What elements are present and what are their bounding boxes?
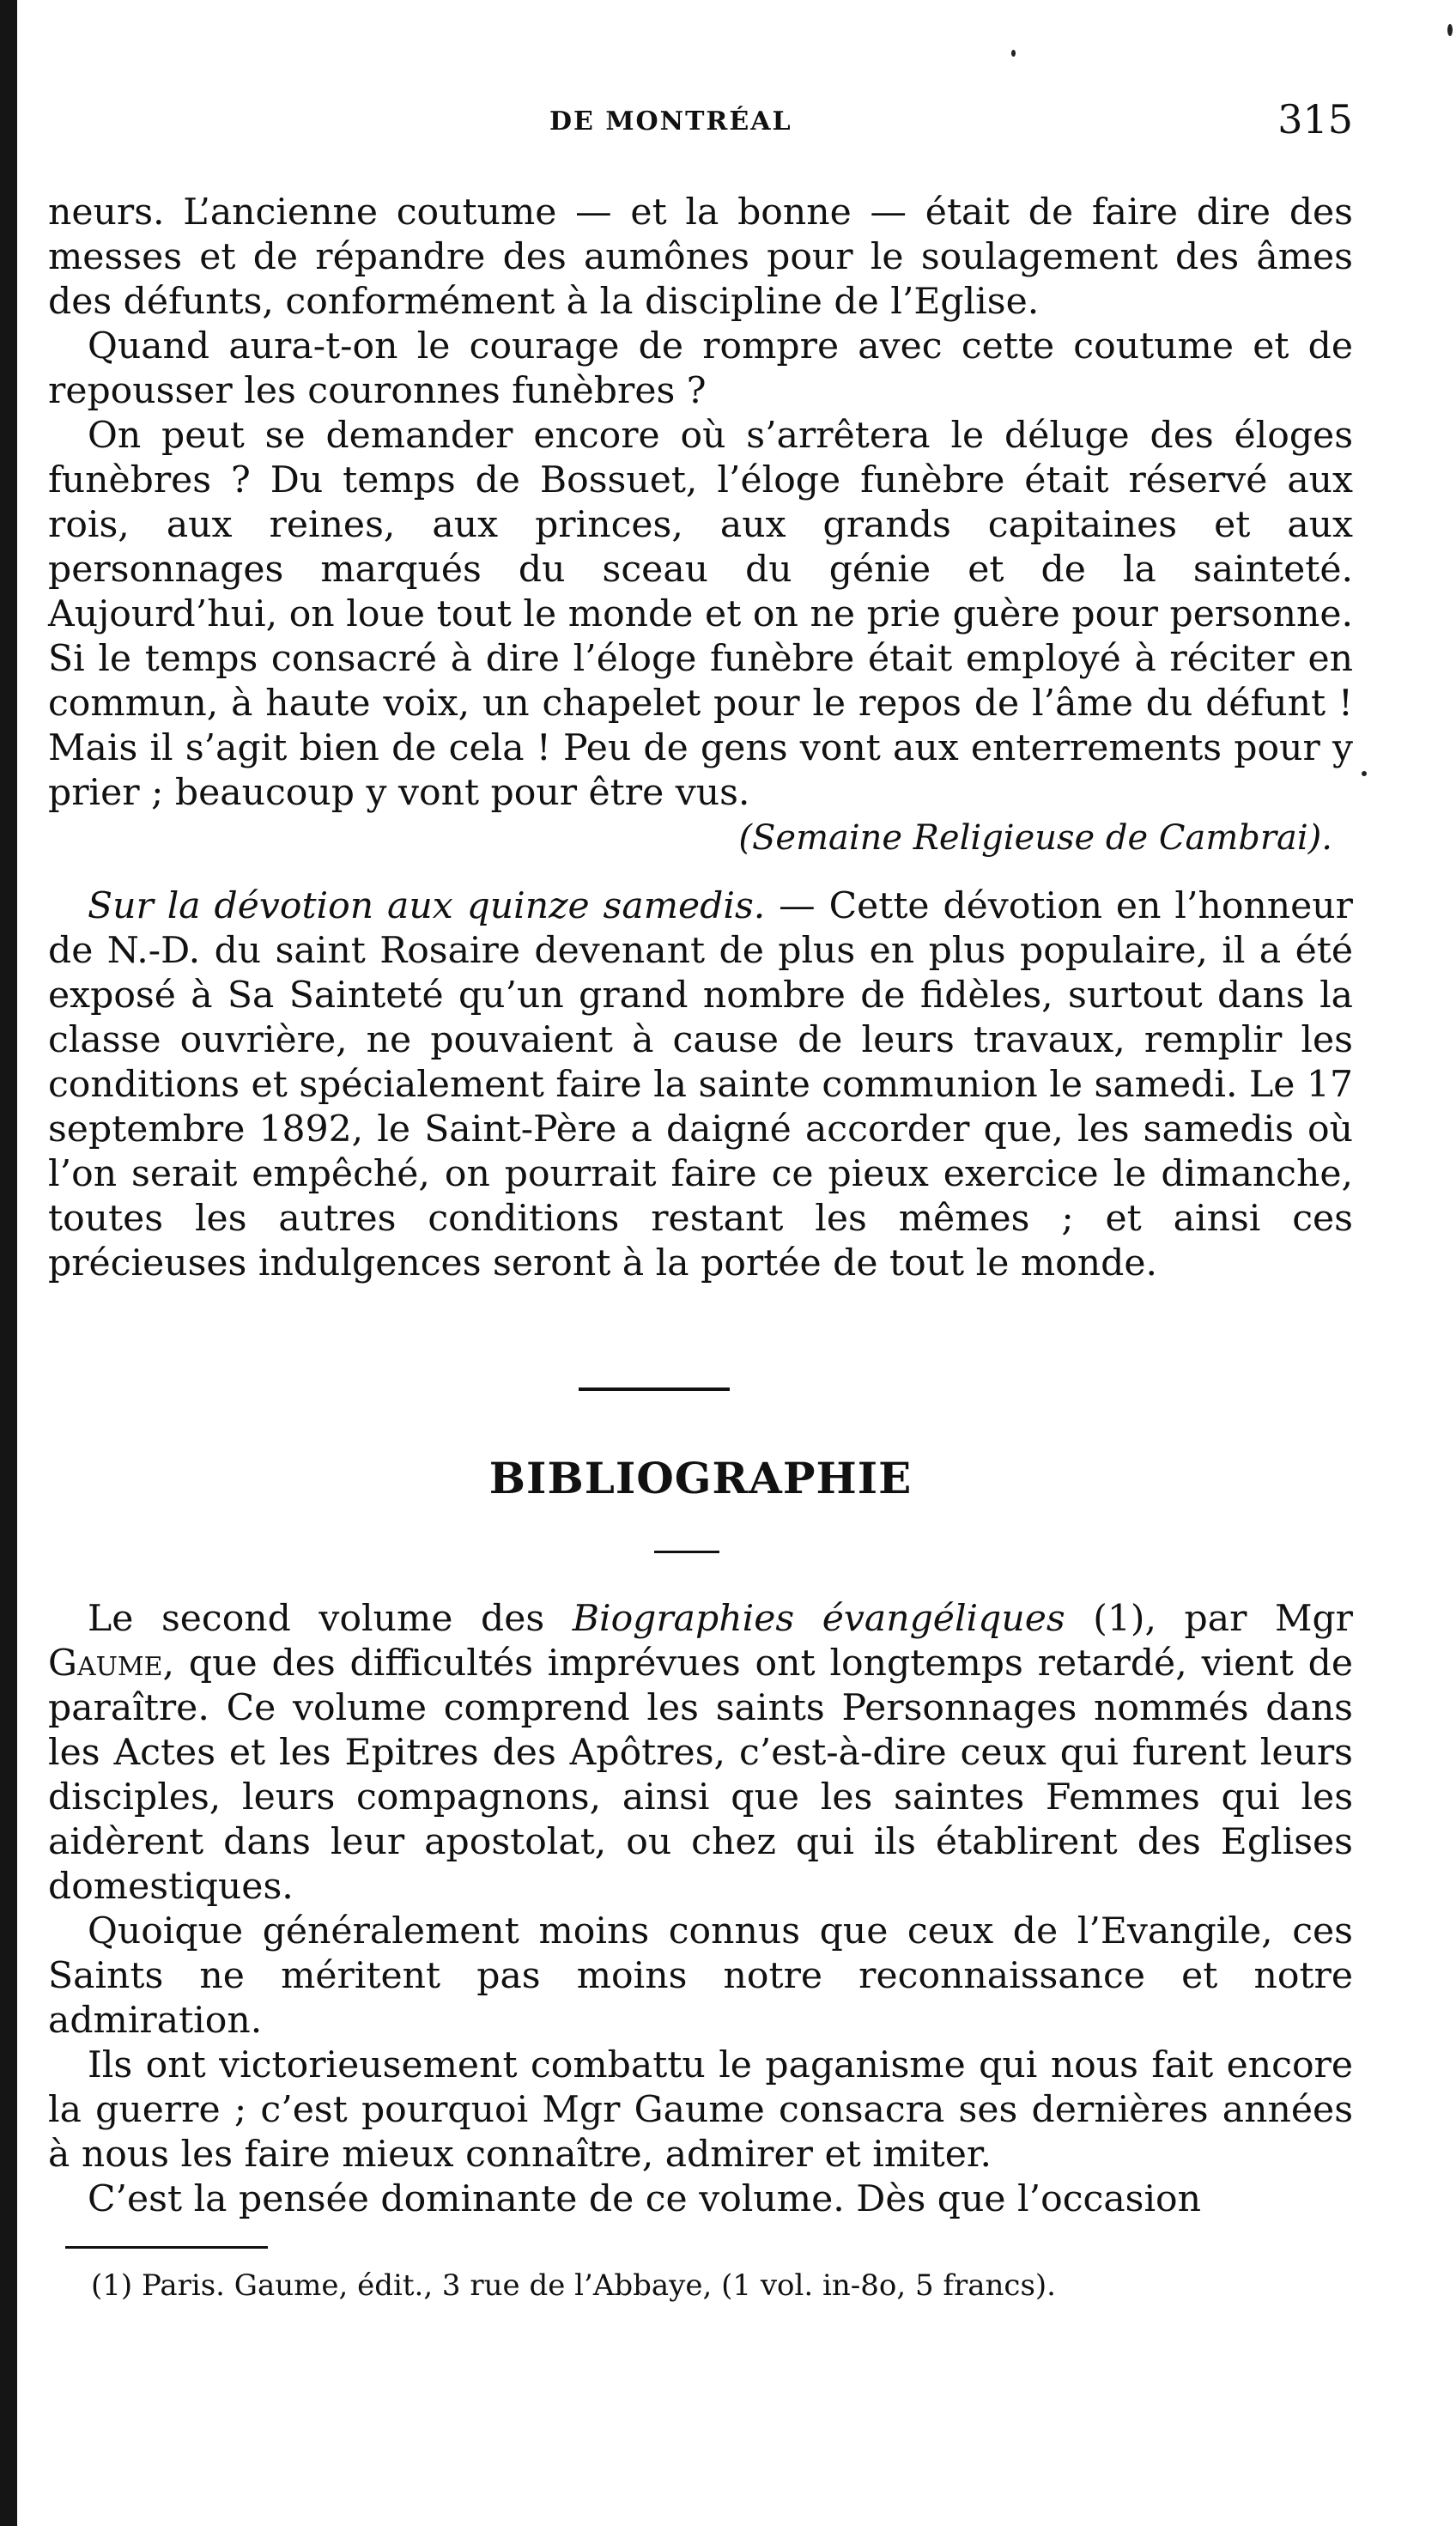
ink-speck	[1447, 24, 1453, 36]
source-citation: (Semaine Religieuse de Cambrai).	[738, 818, 1332, 858]
author-name: Gaume	[48, 1643, 163, 1685]
paragraph-biographies	[48, 1597, 1353, 1910]
article-body: — Cette dévotion en l’honneur de N.-D. du saint Rosaire devenant de plus en plus populaire, il a été exposé à Sa Sainteté qu’un grand nombre de fidèles, surtout dans la classe ouvrière, ne pouvaient à cause de leurs travaux, remplir les conditions et spécialement faire la sainte communion le samedi. Le 17 septembre 1892, le Saint-Père a daigné accorder que, les samedis où l’on serait empêché, on pourrait faire ce pieux exercice le dimanche, toutes les autres conditions restant les mêmes ; et ainsi ces précieuses indulgences seront à la portée de tout le monde.	[48, 885, 1353, 1284]
book-title: Biographies évangéliques	[572, 1598, 1065, 1640]
paragraph-funeral-wreaths: Quand aura-t-on le courage de rompre avec cette coutume et de repousser les couronnes funèbres ?	[48, 325, 1353, 412]
section-divider	[579, 1387, 730, 1391]
paragraph-continuation: neurs. L’ancienne coutume — et la bonne — était de faire dire des messes et de répandre des aumônes pour le soulagement des âmes des défunts, conformément à la discipline de l’Eglise.	[48, 191, 1353, 323]
paragraph-fifteen-saturdays	[48, 884, 1353, 1286]
footnote: (1) Paris. Gaume, édit., 3 rue de l’Abbaye, (1 vol. in-8o, 5 francs).	[91, 2268, 1056, 2303]
text-run: Le second volume des	[88, 1598, 573, 1640]
footnote-rule	[65, 2246, 268, 2249]
running-title: DE MONTRÉAL	[549, 106, 792, 137]
paragraph-paganism: Ils ont victorieusement combattu le paganisme qui nous fait encore la guerre ; c’est pourquoi Mgr Gaume consacra ses dernières années à nous les faire mieux connaître, admirer et imiter.	[48, 2044, 1353, 2176]
binding-edge	[0, 0, 17, 2526]
text-run: (1), par Mgr	[1065, 1598, 1353, 1640]
paragraph-lesser-known-saints: Quoique généralement moins connus que ceux de l’Evangile, ces Saints ne méritent pas moins notre reconnaissance et notre admiration.	[48, 1910, 1353, 2042]
running-head	[48, 96, 1353, 148]
article-title: Sur la dévotion aux quinze samedis.	[88, 885, 766, 927]
ink-speck	[1011, 50, 1016, 57]
paragraph-funeral-eulogies: On peut se demander encore où s’arrêtera le déluge des éloges funèbres ? Du temps de Bossuet, l’éloge funèbre était réservé aux rois, aux reines, aux princes, aux grands capitaines et aux personnages marqués du sceau du génie et de la sainteté. Aujourd’hui, on loue tout le monde et on ne prie guère pour personne. Si le temps consacré à dire l’éloge funèbre était employé à réciter en commun, à haute voix, un chapelet pour le repos de l’âme du défunt ! Mais il s’agit bien de cela ! Peu de gens vont aux enterrements pour y prier ; beaucoup y vont pour être vus.	[48, 415, 1353, 814]
heading-underline	[654, 1551, 719, 1553]
ink-speck	[1362, 771, 1367, 776]
paragraph-dominant-thought: C’est la pensée dominante de ce volume. Dès que l’occasion	[88, 2178, 1202, 2220]
text-run: , que des difficultés imprévues ont longtemps retardé, vient de paraître. Ce volume comprend les saints Personnages nommés dans les Actes et les Epitres des Apôtres, c’est-à-dire ceux qui furent leurs disciples, leurs compagnons, ainsi que les saintes Femmes qui les aidèrent dans leur apostolat, ou chez qui ils établirent des Eglises domestiques.	[48, 1643, 1353, 1908]
section-heading: BIBLIOGRAPHIE	[488, 1453, 913, 1503]
page-number: 315	[1277, 96, 1353, 143]
